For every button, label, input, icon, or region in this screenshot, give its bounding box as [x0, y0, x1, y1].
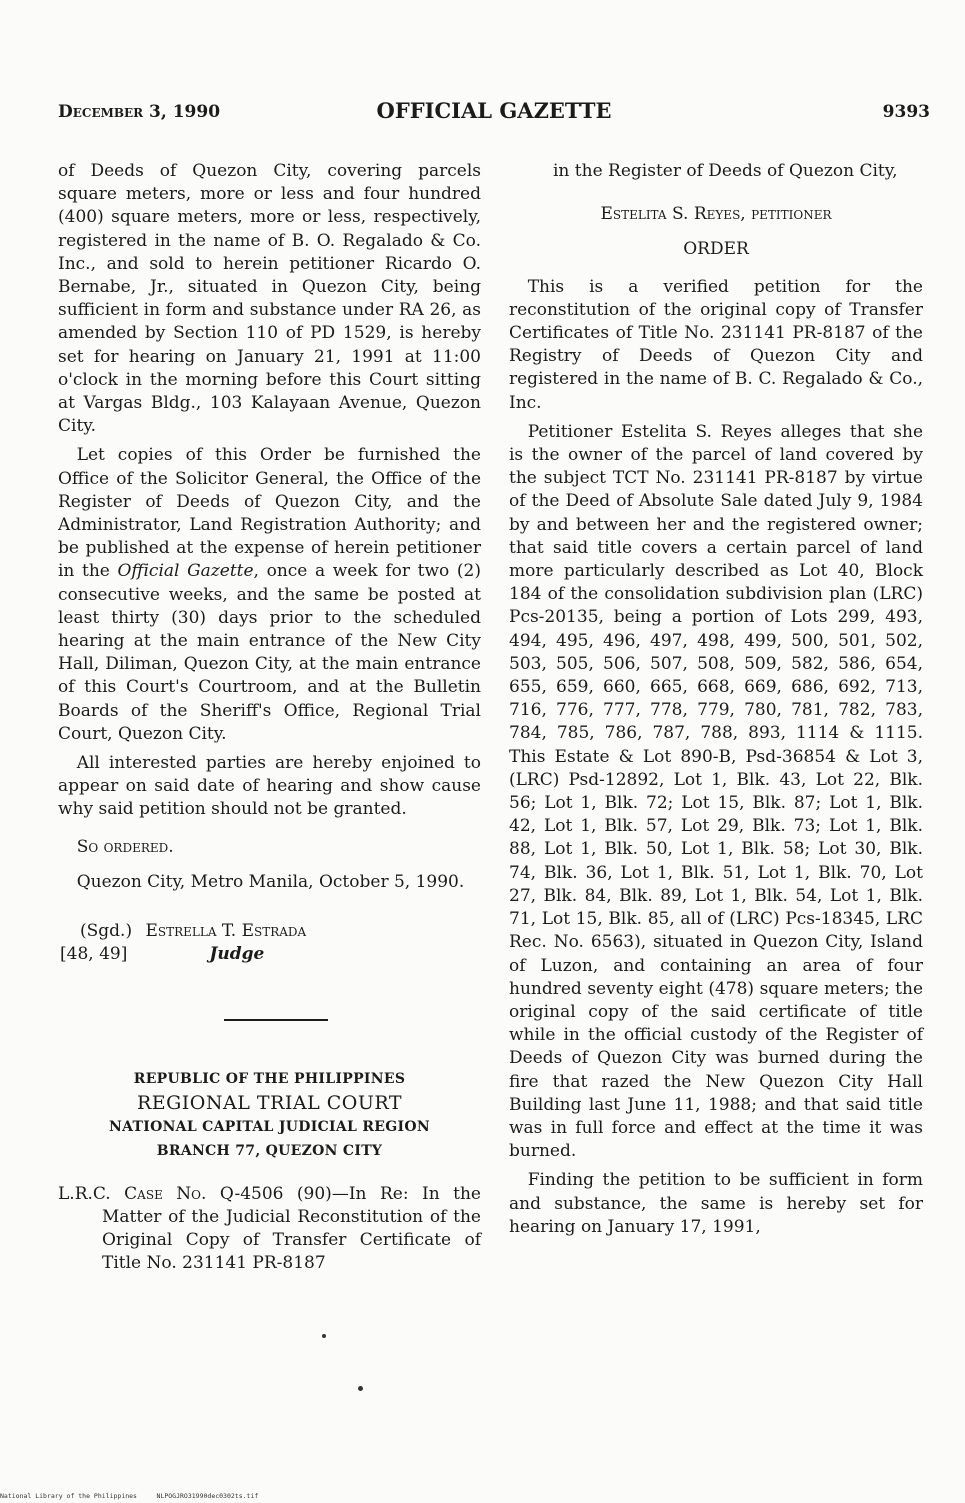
- left-paragraph-1: of Deeds of Quezon City, covering parcels square meters, more or less and four hundred (400) square meters, more or less, respectively, registered in the name of B. O. Regalado & Co. Inc., and sold to herein petitioner Ricardo O. Bernabe, Jr., situated in Quezon City, being sufficient in form and substance under RA 26, as amended by Section 110 of PD 1529, is hereby set for hearing on January 21, 1991 at 11:00 o'clock in the morning before this Court sitting at Vargas Bldg., 103 Kalayaan Avenue, Quezon City.: [58, 161, 481, 437]
- region-heading: NATIONAL CAPITAL JUDICIAL REGION: [109, 1118, 430, 1135]
- issue-date: December 3, 1990: [58, 102, 221, 122]
- reference-number: [48, 49]: [60, 944, 128, 965]
- case-continuation: in the Register of Deeds of Quezon City,: [553, 161, 898, 181]
- signature-line: [58, 920, 481, 943]
- judge-name: Estrella T. Estrada: [145, 921, 307, 942]
- branch-heading: BRANCH 77, QUEZON CITY: [156, 1142, 383, 1159]
- speck-mark: [358, 1386, 363, 1391]
- publication-title: OFFICIAL GAZETTE: [376, 98, 612, 123]
- left-paragraph-2: [58, 444, 481, 746]
- right-paragraph-1: This is a verified petition for the reconstitution of the original copy of Transfer Certificates of Title No. 231141 PR-8187 of the Registry of Deeds of Quezon City and registered in the name of B. C. Regalado & Co., Inc.: [509, 276, 923, 413]
- page-number: 9393: [882, 102, 930, 122]
- case-text: —In Re: In the Matter of the Judicial Reconstitution of the Original Copy of Transfer Certificate of Title No. 231141 PR-8187: [102, 1183, 481, 1274]
- signature-row-2: [58, 943, 481, 966]
- place-date: Quezon City, Metro Manila, October 5, 1990.: [76, 871, 465, 892]
- speck-mark: [322, 1334, 326, 1338]
- right-paragraph-2: Petitioner Estelita S. Reyes alleges that she is the owner of the parcel of land covered by the subject TCT No. 231141 PR-8187 by virtue of the Deed of Absolute Sale dated July 9, 1984 by and between her and the registered owner; that said title covers a certain parcel of land more particularly described as Lot 40, Block 184 of the consolidation subdivision plan (LRC) Pcs-20135, being a portion of Lots 299, 493, 494, 495, 496, 497, 498, 499, 500, 501, 502, 503, 505, 506, 507, 508, 509, 582, 586, 654, 655, 659, 660, 665, 668, 669, 686, 692, 713, 716, 776, 777, 778, 779, 780, 781, 782, 783, 784, 785, 786, 787, 788, 893, 1114 & 1115. This Estate & Lot 890-B, Psd-36854 & Lot 3, (LRC) Psd-12892, Lot 1, Blk. 43, Lot 22, Blk. 56; Lot 1, Blk. 72; Lot 15, Blk. 87; Lot 1, Blk. 42, Lot 1, Blk. 57, Lot 29, Blk. 73; Lot 1, Blk. 88, Lot 1, Blk. 50, Lot 1, Blk. 58; Lot 30, Blk. 74, Blk. 36, Lot 1, Blk. 51, Lot 1, Blk. 70, Lot 27, Blk. 84, Blk. 89, Lot 1, Blk. 54, Lot 1, Blk. 71, Lot 15, Blk. 85, all of (LRC) Pcs-18345, LRC Rec. No. 6563), situated in Quezon City, Island of Luzon, and containing an area of four hundred seventy eight (478) square meters; the original copy of the said certificate of title while in the official custody of the Register of Deeds of Quezon City was burned during the fire that razed the New Quezon City Hall Building last June 11, 1988; and that said title was in full force and effect at the time it was burned.: [509, 421, 923, 1162]
- right-column: [509, 160, 923, 1239]
- sgd-label: (Sgd.): [80, 921, 133, 942]
- so-ordered: So ordered.: [76, 836, 174, 857]
- petitioner-line: Estelita S. Reyes, petitioner: [600, 204, 832, 225]
- left-paragraph-2-text-a: Let copies of this Order be furnished the Office of the Solicitor General, the Office of the Register of Deeds of Quezon City, and the Administrator, Land Registration Authority; and be published at the expense of herein petitioner in the: [58, 445, 481, 582]
- case-label: L.R.C. Case No. Q-4506 (90): [58, 1183, 332, 1204]
- left-column: [58, 160, 481, 1275]
- case-heading: [58, 1183, 481, 1276]
- left-paragraph-3: All interested parties are hereby enjoined to appear on said date of hearing and show cause why said petition should not be granted.: [58, 753, 481, 820]
- judge-title: Judge: [209, 944, 265, 965]
- scan-source-footer: National Library of the Philippines NLPOGJRO31990dec0302ts.tif: [0, 1492, 259, 1500]
- court-heading: REGIONAL TRIAL COURT: [136, 1091, 403, 1114]
- section-divider: [224, 1019, 328, 1021]
- page-header: [58, 98, 930, 128]
- gazette-italic: Official Gazette: [117, 561, 254, 582]
- right-paragraph-3: Finding the petition to be sufficient in form and substance, the same is hereby set for hearing on January 17, 1991,: [509, 1170, 923, 1237]
- left-paragraph-2-text-b: , once a week for two (2) consecutive weeks, and the same be posted at least thirty (30) days prior to the scheduled hearing at the main entrance of the New City Hall, Diliman, Quezon City, at the main entrance of this Court's Courtroom, and at the Bulletin Boards of the Sheriff's Office, Regional Trial Court, Quezon City.: [58, 561, 481, 744]
- republic-heading: REPUBLIC OF THE PHILIPPINES: [133, 1070, 406, 1087]
- order-heading: ORDER: [683, 239, 749, 260]
